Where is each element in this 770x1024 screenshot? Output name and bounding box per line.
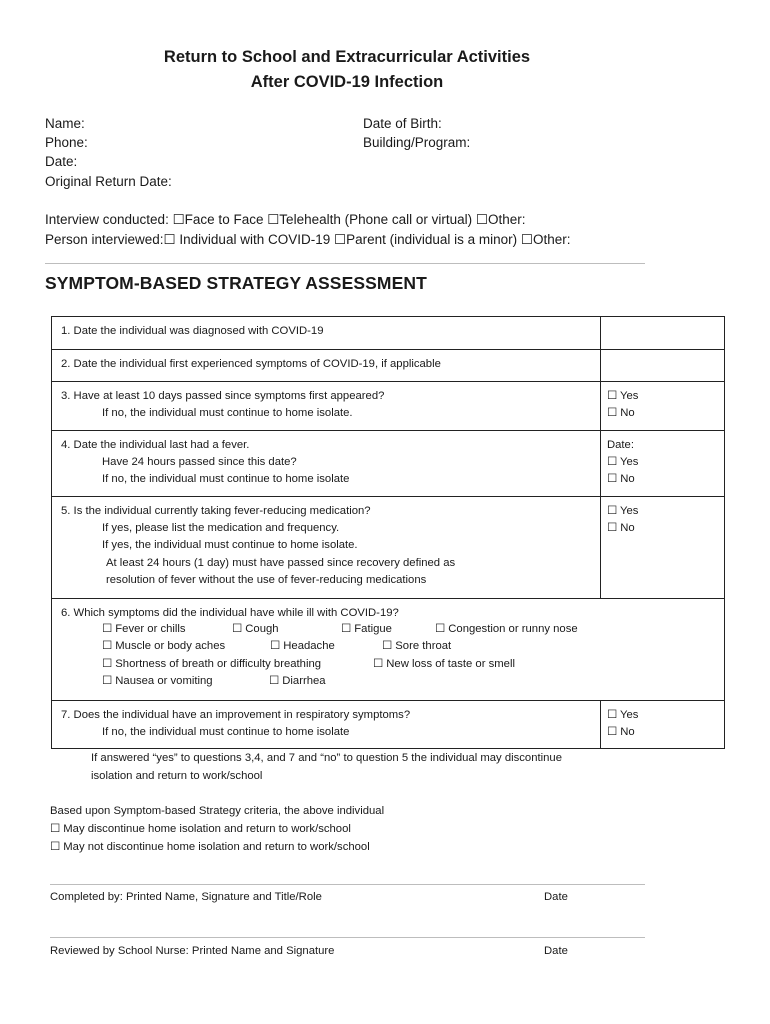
question-2-answer-cell[interactable] bbox=[600, 350, 724, 382]
question-4-subquestion: Have 24 hours passed since this date? bbox=[102, 456, 297, 469]
symptom-headache-checkbox[interactable]: ☐ Headache bbox=[270, 640, 335, 653]
question-3-no-checkbox[interactable]: ☐ No bbox=[606, 407, 635, 420]
symptom-nausea-checkbox[interactable]: ☐ Nausea or vomiting bbox=[102, 675, 213, 688]
question-row-7 bbox=[52, 701, 725, 749]
symptom-cough-checkbox[interactable]: ☐ Cough bbox=[232, 623, 279, 636]
question-5-text: 5. Is the individual currently taking fever-reducing medication? bbox=[61, 505, 371, 517]
name-field-label: Name: bbox=[45, 116, 85, 131]
question-2-text: 2. Date the individual first experienced symptoms of COVID-19, if applicable bbox=[61, 358, 441, 370]
question-7-no-checkbox[interactable]: ☐ No bbox=[606, 726, 635, 739]
question-5-recovery-note-2: resolution of fever without the use of fever-reducing medications bbox=[106, 573, 427, 586]
discontinue-note-line-1: If answered “yes” to questions 3,4, and 7 and “no” to question 5 the individual may discontinue bbox=[91, 752, 562, 764]
question-row-1 bbox=[52, 317, 725, 350]
completed-by-signature-line[interactable] bbox=[50, 884, 645, 885]
reviewed-by-signature-line[interactable] bbox=[50, 937, 645, 938]
decision-intro: Based upon Symptom-based Strategy criteria, the above individual bbox=[50, 805, 385, 817]
person-interviewed-line: Person interviewed:☐ Individual with COVID-19 ☐Parent (individual is a minor) ☐Other: bbox=[45, 232, 571, 247]
question-7-yes-checkbox[interactable]: ☐ Yes bbox=[606, 709, 639, 721]
question-3-yes-checkbox[interactable]: ☐ Yes bbox=[606, 390, 639, 402]
symptom-loss-of-taste-checkbox[interactable]: ☐ New loss of taste or smell bbox=[373, 657, 515, 670]
question-5-instruction: If yes, the individual must continue to home isolate. bbox=[102, 539, 358, 552]
question-row-5 bbox=[52, 497, 725, 599]
may-not-discontinue-checkbox[interactable]: ☐ May not discontinue home isolation and return to work/school bbox=[50, 840, 370, 853]
question-1-text: 1. Date the individual was diagnosed with COVID-19 bbox=[61, 325, 324, 337]
symptom-congestion-checkbox[interactable]: ☐ Congestion or runny nose bbox=[435, 623, 578, 636]
question-row-3 bbox=[52, 382, 725, 431]
interview-conducted-line: Interview conducted: ☐Face to Face ☐Telehealth (Phone call or virtual) ☐Other: bbox=[45, 212, 526, 227]
question-3-text: 3. Have at least 10 days passed since symptoms first appeared? bbox=[61, 390, 385, 402]
original-return-date-label: Original Return Date: bbox=[45, 174, 172, 189]
assessment-table bbox=[51, 316, 725, 749]
question-6-text: 6. Which symptoms did the individual have while ill with COVID-19? bbox=[61, 607, 399, 619]
discontinue-note bbox=[91, 750, 562, 785]
symptom-fever-checkbox[interactable]: ☐ Fever or chills bbox=[102, 623, 186, 636]
decision-block bbox=[50, 803, 384, 856]
question-4-yes-checkbox[interactable]: ☐ Yes bbox=[606, 456, 639, 469]
completed-date-label: Date bbox=[544, 891, 568, 903]
question-4-instruction: If no, the individual must continue to home isolate bbox=[102, 473, 350, 486]
question-1-answer-cell[interactable] bbox=[600, 317, 724, 350]
section-title: SYMPTOM-BASED STRATEGY ASSESSMENT bbox=[45, 273, 427, 293]
symptom-fatigue-checkbox[interactable]: ☐ Fatigue bbox=[341, 623, 392, 636]
question-row-2 bbox=[52, 350, 725, 382]
discontinue-note-line-2: isolation and return to work/school bbox=[91, 769, 263, 782]
reviewed-date-label: Date bbox=[544, 945, 568, 957]
question-5-yes-checkbox[interactable]: ☐ Yes bbox=[606, 505, 639, 517]
reviewed-by-label: Reviewed by School Nurse: Printed Name and Signature bbox=[50, 945, 335, 957]
date-of-birth-label: Date of Birth: bbox=[363, 116, 442, 131]
may-discontinue-checkbox[interactable]: ☐ May discontinue home isolation and return to work/school bbox=[50, 822, 351, 835]
symptom-diarrhea-checkbox[interactable]: ☐ Diarrhea bbox=[269, 675, 326, 688]
symptom-shortness-of-breath-checkbox[interactable]: ☐ Shortness of breath or difficulty breathing bbox=[102, 657, 322, 670]
question-4-date-field[interactable]: Date: bbox=[606, 439, 634, 451]
phone-field-label: Phone: bbox=[45, 135, 88, 150]
question-5-no-checkbox[interactable]: ☐ No bbox=[606, 522, 635, 535]
question-3-instruction: If no, the individual must continue to home isolate. bbox=[102, 407, 353, 420]
question-4-text: 4. Date the individual last had a fever. bbox=[61, 439, 250, 451]
page-title-line1: Return to School and Extracurricular Activities bbox=[163, 48, 531, 66]
question-7-text: 7. Does the individual have an improvement in respiratory symptoms? bbox=[61, 709, 411, 721]
section-divider bbox=[45, 263, 645, 264]
question-5-medication-prompt: If yes, please list the medication and frequency. bbox=[102, 522, 340, 535]
symptom-aches-checkbox[interactable]: ☐ Muscle or body aches bbox=[102, 640, 226, 653]
question-row-4 bbox=[52, 431, 725, 497]
building-program-label: Building/Program: bbox=[363, 135, 471, 150]
completed-by-label: Completed by: Printed Name, Signature and Title/Role bbox=[50, 891, 322, 903]
question-row-6 bbox=[52, 599, 725, 701]
page-title-line2: After COVID-19 Infection bbox=[250, 73, 444, 91]
symptom-sore-throat-checkbox[interactable]: ☐ Sore throat bbox=[382, 640, 452, 653]
date-field-label: Date: bbox=[45, 154, 78, 169]
question-7-instruction: If no, the individual must continue to home isolate bbox=[102, 726, 350, 739]
question-4-no-checkbox[interactable]: ☐ No bbox=[606, 473, 635, 486]
question-5-recovery-note-1: At least 24 hours (1 day) must have passed since recovery defined as bbox=[106, 556, 456, 569]
